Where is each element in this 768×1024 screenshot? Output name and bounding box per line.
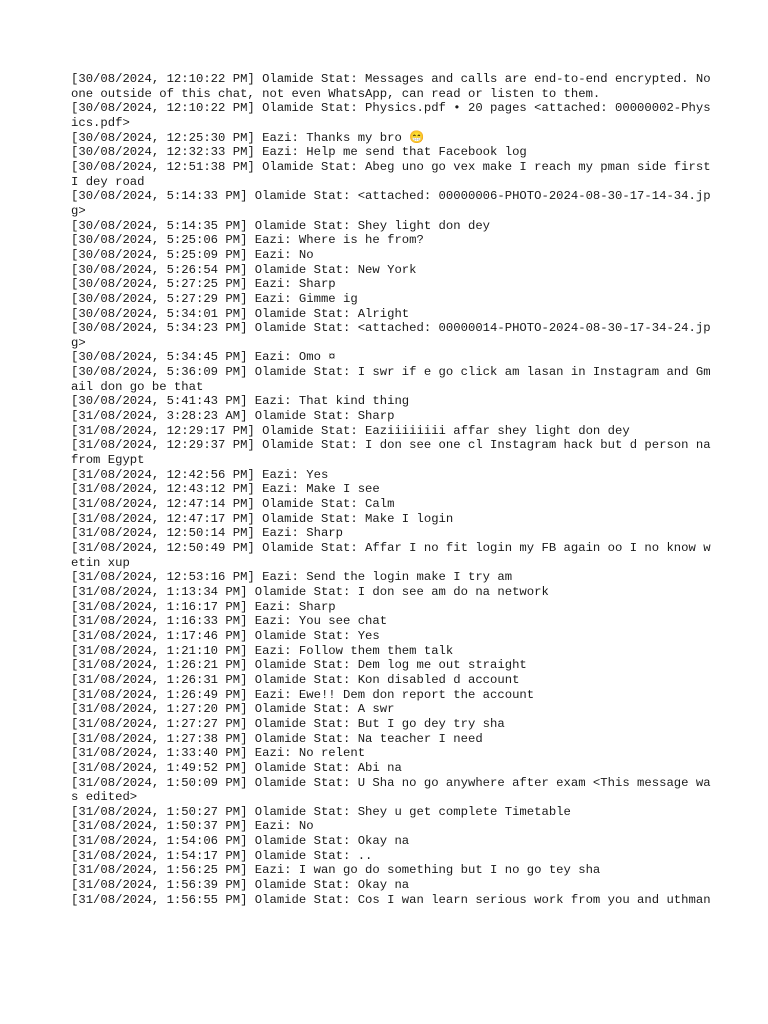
- message-line: [30/08/2024, 12:10:22 PM] Olamide Stat: Physics.pdf • 20 pages <attached: 00000002-Physics.pdf>: [71, 101, 711, 130]
- message-line: [31/08/2024, 1:49:52 PM] Olamide Stat: Abi na: [71, 760, 402, 775]
- message-line: [31/08/2024, 1:56:55 PM] Olamide Stat: Cos I wan learn serious work from you and uthman: [71, 892, 711, 907]
- message-line: [31/08/2024, 1:50:27 PM] Olamide Stat: Shey u get complete Timetable: [71, 804, 571, 819]
- message-line: [30/08/2024, 5:25:06 PM] Eazi: Where is he from?: [71, 233, 424, 248]
- message-line: [30/08/2024, 5:14:33 PM] Olamide Stat: <attached: 00000006-PHOTO-2024-08-30-17-14-34.jpg>: [71, 189, 711, 218]
- message-line: [30/08/2024, 5:34:01 PM] Olamide Stat: Alright: [71, 306, 410, 321]
- message-line: [31/08/2024, 12:47:14 PM] Olamide Stat: Calm: [71, 497, 395, 512]
- message-line: [31/08/2024, 12:53:16 PM] Eazi: Send the login make I try am: [71, 570, 513, 585]
- message-line: [31/08/2024, 1:21:10 PM] Eazi: Follow them them talk: [71, 643, 454, 658]
- message-line: [30/08/2024, 12:32:33 PM] Eazi: Help me send that Facebook log: [71, 145, 527, 160]
- message-line: [30/08/2024, 5:27:29 PM] Eazi: Gimme ig: [71, 291, 358, 306]
- message-line: [31/08/2024, 3:28:23 AM] Olamide Stat: Sharp: [71, 409, 395, 424]
- message-line: [31/08/2024, 1:50:37 PM] Eazi: No: [71, 819, 314, 834]
- message-line: [31/08/2024, 1:27:27 PM] Olamide Stat: But I go dey try sha: [71, 716, 505, 731]
- message-line: [30/08/2024, 5:14:35 PM] Olamide Stat: Shey light don dey: [71, 218, 491, 233]
- message-line: [31/08/2024, 12:47:17 PM] Olamide Stat: Make I login: [71, 511, 454, 526]
- message-line: [31/08/2024, 1:17:46 PM] Olamide Stat: Yes: [71, 628, 380, 643]
- message-line: [31/08/2024, 1:56:39 PM] Olamide Stat: Okay na: [71, 878, 410, 893]
- message-line: [30/08/2024, 5:34:23 PM] Olamide Stat: <attached: 00000014-PHOTO-2024-08-30-17-34-24.jpg>: [71, 321, 711, 350]
- message-line: [31/08/2024, 1:27:38 PM] Olamide Stat: Na teacher I need: [71, 731, 483, 746]
- message-line: [30/08/2024, 5:41:43 PM] Eazi: That kind thing: [71, 394, 410, 409]
- message-line: [31/08/2024, 12:42:56 PM] Eazi: Yes: [71, 467, 329, 482]
- message-line: [31/08/2024, 12:50:49 PM] Olamide Stat: Affar I no fit login my FB again oo I no know wetin xup: [71, 541, 711, 570]
- message-line: [30/08/2024, 12:51:38 PM] Olamide Stat: Abeg uno go vex make I reach my pman side first I dey road: [71, 159, 718, 189]
- chat-transcript: [71, 72, 718, 907]
- message-line: [31/08/2024, 12:29:17 PM] Olamide Stat: Eaziiiiiiii affar shey light don dey: [71, 423, 630, 438]
- message-line: [31/08/2024, 1:13:34 PM] Olamide Stat: I don see am do na network: [71, 584, 549, 599]
- message-line: [31/08/2024, 1:54:06 PM] Olamide Stat: Okay na: [71, 834, 410, 849]
- message-line: [30/08/2024, 12:25:30 PM] Eazi: Thanks my bro 😁: [71, 130, 425, 145]
- message-line: [31/08/2024, 1:26:21 PM] Olamide Stat: Dem log me out straight: [71, 658, 527, 673]
- message-line: [30/08/2024, 12:10:22 PM] Olamide Stat: Messages and calls are end-to-end encrypted. No one outside of this chat, not even WhatsApp, can read or listen to them.: [71, 72, 718, 101]
- message-line: [31/08/2024, 1:26:49 PM] Eazi: Ewe!! Dem don report the account: [71, 687, 535, 702]
- message-line: [31/08/2024, 12:29:37 PM] Olamide Stat: I don see one cl Instagram hack but d person na from Egypt: [71, 438, 718, 468]
- message-line: [31/08/2024, 12:43:12 PM] Eazi: Make I see: [71, 482, 380, 497]
- message-line: [30/08/2024, 5:26:54 PM] Olamide Stat: New York: [71, 262, 417, 277]
- message-line: [31/08/2024, 1:26:31 PM] Olamide Stat: Kon disabled d account: [71, 672, 520, 687]
- message-line: [31/08/2024, 1:50:09 PM] Olamide Stat: U Sha no go anywhere after exam <This message was edited>: [71, 775, 711, 805]
- message-line: [30/08/2024, 5:27:25 PM] Eazi: Sharp: [71, 277, 336, 292]
- message-line: [31/08/2024, 1:27:20 PM] Olamide Stat: A swr: [71, 702, 395, 717]
- message-line: [31/08/2024, 1:54:17 PM] Olamide Stat: ..: [71, 848, 373, 863]
- message-line: [31/08/2024, 12:50:14 PM] Eazi: Sharp: [71, 526, 343, 541]
- message-line: [30/08/2024, 5:36:09 PM] Olamide Stat: I swr if e go click am lasan in Instagram and Gmail don go be that: [71, 365, 711, 394]
- message-line: [31/08/2024, 1:56:25 PM] Eazi: I wan go do something but I no go tey sha: [71, 863, 601, 878]
- message-line: [31/08/2024, 1:33:40 PM] Eazi: No relent: [71, 746, 366, 761]
- message-line: [31/08/2024, 1:16:17 PM] Eazi: Sharp: [71, 599, 336, 614]
- message-line: [30/08/2024, 5:34:45 PM] Eazi: Omo ¤: [71, 350, 336, 365]
- message-line: [30/08/2024, 5:25:09 PM] Eazi: No: [71, 247, 314, 262]
- message-line: [31/08/2024, 1:16:33 PM] Eazi: You see chat: [71, 614, 388, 629]
